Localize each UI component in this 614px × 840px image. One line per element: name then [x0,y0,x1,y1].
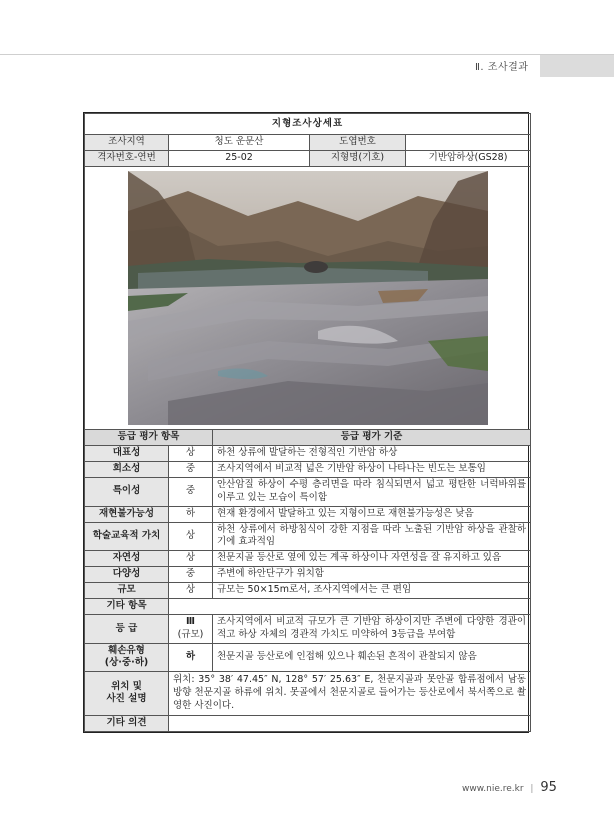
survey-area-label: 조사지역 [85,135,169,151]
criteria-name: 희소성 [85,462,169,478]
criteria-row [85,446,531,462]
grid-number-label: 격자번호-연번 [85,151,169,167]
criteria-text: 안산암질 하상이 수평 층리면을 따라 침식되면서 넓고 평탄한 너럭바위를 이루고 있는 모습이 특이함 [213,478,531,507]
criteria-grade: 하 [169,506,213,522]
criteria-name: 자연성 [85,551,169,567]
criteria-text: 주변에 하안단구가 위치함 [213,567,531,583]
map-number-label: 도엽번호 [310,135,406,151]
location-label-line2: 사진 설명 [106,693,147,705]
criteria-grade: 상 [169,583,213,599]
criteria-row [85,551,531,567]
damage-text: 천문지골 등산로에 인접해 있으나 훼손된 흔적이 관찰되지 않음 [213,643,531,671]
sheet-title: 지형조사상세표 [85,114,531,135]
grade-text: 조사지역에서 비교적 규모가 큰 기반암 하상이지만 주변에 다양한 경관이 적고 하상 자체의 경관적 가치도 미약하여 3등급을 부여함 [213,615,531,644]
overall-grade-value: Ⅲ [186,616,195,628]
criteria-text: 하천 상류에 발달하는 전형적인 기반암 하상 [213,446,531,462]
criteria-text: 하천 상류에서 하방침식이 강한 지점을 따라 노출된 기반암 하상을 관찰하기에 효과적임 [213,522,531,551]
criteria-row [85,462,531,478]
landform-photo [128,171,488,425]
footer-site: www.nie.re.kr [462,784,524,794]
map-number-value [406,135,531,151]
overall-grade-note: (규모) [177,629,204,641]
grid-number-value: 25-02 [169,151,310,167]
criteria-name: 학술교육적 가치 [85,522,169,551]
criteria-row [85,583,531,599]
section-tab-shade [540,55,614,77]
page-number: 95 [540,780,557,795]
criteria-grade: 중 [169,478,213,507]
photo-cell [85,167,531,430]
survey-table [84,113,531,732]
survey-area-value: 청도 운문산 [169,135,310,151]
criteria-grade: 상 [169,522,213,551]
criteria-name: 규모 [85,583,169,599]
criteria-grade: 상 [169,446,213,462]
criteria-text: 천문지골 등산로 옆에 있는 계곡 하상이나 자연성을 잘 유지하고 있음 [213,551,531,567]
remarks-label: 기타 의견 [85,715,169,731]
landform-name-value: 기반암하상(GS28) [406,151,531,167]
criteria-grade: 중 [169,567,213,583]
damage-type-label [85,643,169,671]
survey-sheet [83,112,529,733]
other-items-label: 기타 항목 [85,599,169,615]
criteria-text: 현재 환경에서 발달하고 있는 지형이므로 재현불가능성은 낮음 [213,506,531,522]
criteria-row [85,522,531,551]
other-items-value [169,599,531,615]
page-footer [462,780,557,795]
criteria-row [85,478,531,507]
running-head: Ⅱ. 조사결과 [475,62,529,73]
location-text: 위치: 35° 38′ 47.45″ N, 128° 57′ 25.63″ E, 천문지골과 못안골 합류점에서 남동방향 천문지골 하류에 위치. 못골에서 천문지골로 들어가는 등산로에서 북서쪽으로 촬영한 사진이다. [169,671,531,715]
damage-type-label-line2: (상·중·하) [104,657,149,669]
criteria-grade: 상 [169,551,213,567]
eval-criteria-header: 등급 평가 기준 [213,430,531,446]
overall-grade [169,615,213,644]
remarks-value [169,715,531,731]
location-label-line1: 위치 및 [111,680,142,692]
top-rule [0,54,614,55]
bedrock-stream-photo-image [128,171,488,425]
grade-label: 등 급 [85,615,169,644]
criteria-name: 대표성 [85,446,169,462]
criteria-grade: 중 [169,462,213,478]
landform-name-label: 지형명(기호) [310,151,406,167]
footer-separator: | [530,784,534,794]
criteria-name: 재현불가능성 [85,506,169,522]
criteria-row [85,567,531,583]
criteria-name: 특이성 [85,478,169,507]
damage-grade: 하 [169,643,213,671]
criteria-text: 조사지역에서 비교적 넓은 기반암 하상이 나타나는 빈도는 보통임 [213,462,531,478]
location-label [85,671,169,715]
criteria-name: 다양성 [85,567,169,583]
criteria-text: 규모는 50×15m로서, 조사지역에서는 큰 편임 [213,583,531,599]
eval-item-header: 등급 평가 항목 [85,430,213,446]
criteria-row [85,506,531,522]
damage-type-label-line1: 훼손유형 [108,644,145,656]
